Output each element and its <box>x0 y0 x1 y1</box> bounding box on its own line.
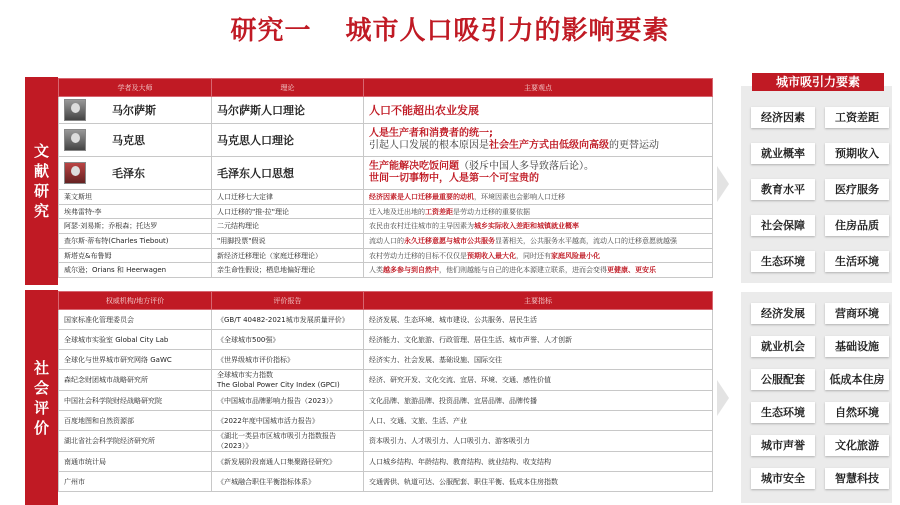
factor-chip: 就业机会 <box>751 336 815 357</box>
table-row: 查尔斯·蒂布特(Charles Tiebout) "用脚投票"假说 流动人口的永久迁移意愿与城市公共服务显著相关，公共服务水平越高，流动人口的迁移意愿就越强 <box>59 234 713 249</box>
table-row: 湖北省社会科学院经济研究所 《湖北一类县市区城市吸引力指数报告 （2023）》 资本吸引力、人才吸引力、人口吸引力、游客吸引力 <box>59 431 713 452</box>
factor-chip: 工资差距 <box>825 107 889 128</box>
factor-chip: 智慧科技 <box>825 468 889 489</box>
factor-chip: 低成本住房 <box>825 369 889 390</box>
table-row: 威尔逊；Orians 和 Heerwagen 亲生命性假设；栖息地偏好理论 人类越多参与到自然中，他们则越能与自己的进化本源建立联系，进而会变得更健康、更安乐 <box>59 263 713 278</box>
table-row: 全球城市实验室 Global City Lab 《全球城市500强》 经济能力、文化旅游、行政管理、居住生活、城市声誉、人才创新 <box>59 330 713 350</box>
factor-chip: 营商环境 <box>825 303 889 324</box>
factor-chip: 就业概率 <box>751 143 815 164</box>
side-label-social: 社会评价 <box>25 290 58 505</box>
factor-chip: 预期收入 <box>825 143 889 164</box>
table-row: 马尔萨斯 马尔萨斯人口理论 人口不能超出农业发展 <box>59 97 713 124</box>
chevron-right-icon <box>717 380 729 416</box>
factor-chip: 社会保障 <box>751 215 815 236</box>
table-row: 阿瑟·刘易斯；乔根森；托达罗 二元结构理论 农民由农村迁往城市的主导因素为城乡实际收入差距和城镇就业概率 <box>59 219 713 234</box>
table-row: 百度地图和自然资源部 《2022年度中国城市活力报告》 人口、交通、文旅、生活、产业 <box>59 411 713 431</box>
factor-chip: 基础设施 <box>825 336 889 357</box>
literature-table <box>58 78 713 278</box>
factor-chip: 经济发展 <box>751 303 815 324</box>
evaluation-table <box>58 291 713 492</box>
side-label-literature: 文献研究 <box>25 77 58 285</box>
table-header-row: 权威机构/地方评价 评价报告 主要指标 <box>59 292 713 310</box>
factor-chip: 住房品质 <box>825 215 889 236</box>
factor-chip: 教育水平 <box>751 179 815 200</box>
factor-chip: 经济因素 <box>751 107 815 128</box>
factor-chip: 生活环境 <box>825 251 889 272</box>
table-row: 森纪念财团城市战略研究所 全球城市实力指数 The Global Power City Index (GPCI) 经济、研究开发、文化交流、宜居、环境、交通、感性价值 <box>59 370 713 391</box>
factor-chip: 城市声誉 <box>751 435 815 456</box>
factor-chip: 医疗服务 <box>825 179 889 200</box>
factor-chip: 城市安全 <box>751 468 815 489</box>
portrait-image <box>64 162 86 184</box>
factor-chip: 公服配套 <box>751 369 815 390</box>
table-row: 中国社会科学院财经战略研究院 《中国城市品牌影响力报告（2023）》 文化品牌、旅游品牌、投资品牌、宜居品牌、品牌传播 <box>59 391 713 411</box>
table-row: 斯塔克&布鲁姆 新经济迁移理论（家庭迁移理论） 农村劳动力迁移的目标不仅仅是预期收入最大化，同时还有家庭风险最小化 <box>59 248 713 263</box>
table-header-row: 学者及大师 理论 主要观点 <box>59 79 713 97</box>
portrait-image <box>64 129 86 151</box>
factor-chip: 生态环境 <box>751 251 815 272</box>
table-row: 南通市统计局 《新发展阶段南通人口集聚路径研究》 人口城乡结构、年龄结构、教育结构、就业结构、收支结构 <box>59 452 713 472</box>
portrait-image <box>64 99 86 121</box>
table-row: 莱文斯坦 人口迁移七大定律 经济因素是人口迁移最重要的动机，环境因素也会影响人口迁移 <box>59 190 713 205</box>
panel-title: 城市吸引力要素 <box>752 73 884 91</box>
table-row: 马克思 马克思人口理论 人是生产者和消费者的统一; 引起人口发展的根本原因是社会生产方式由低级向高级的更替运动 <box>59 124 713 157</box>
table-row: 国家标准化管理委员会 《GB/T 40482-2021城市发展质量评价》 经济发展、生态环境、城市建设、公共服务、居民生活 <box>59 310 713 330</box>
page-title: 研究一 城市人口吸引力的影响要素 <box>230 16 670 46</box>
table-row: 广州市 《产城融合职住平衡指标体系》 交通需供、轨道可达、公服配套、职住平衡、低成本住房指数 <box>59 472 713 492</box>
chevron-right-icon <box>717 166 729 202</box>
factor-chip: 生态环境 <box>751 402 815 423</box>
table-row: 全球化与世界城市研究网络 GaWC 《世界级城市评价指标》 经济实力、社会发展、基础设施、国际交往 <box>59 350 713 370</box>
factor-chip: 自然环境 <box>825 402 889 423</box>
table-row: 埃弗雷特-李 人口迁移的"推-拉"理论 迁入地及迁出地的工资差距是劳动力迁移的重要依据 <box>59 204 713 219</box>
factor-chip: 文化旅游 <box>825 435 889 456</box>
table-row: 毛泽东 毛泽东人口思想 生产能解决吃饭问题（驳斥中国人多导致落后论）。 世间一切事物中，人是第一个可宝贵的 <box>59 157 713 190</box>
